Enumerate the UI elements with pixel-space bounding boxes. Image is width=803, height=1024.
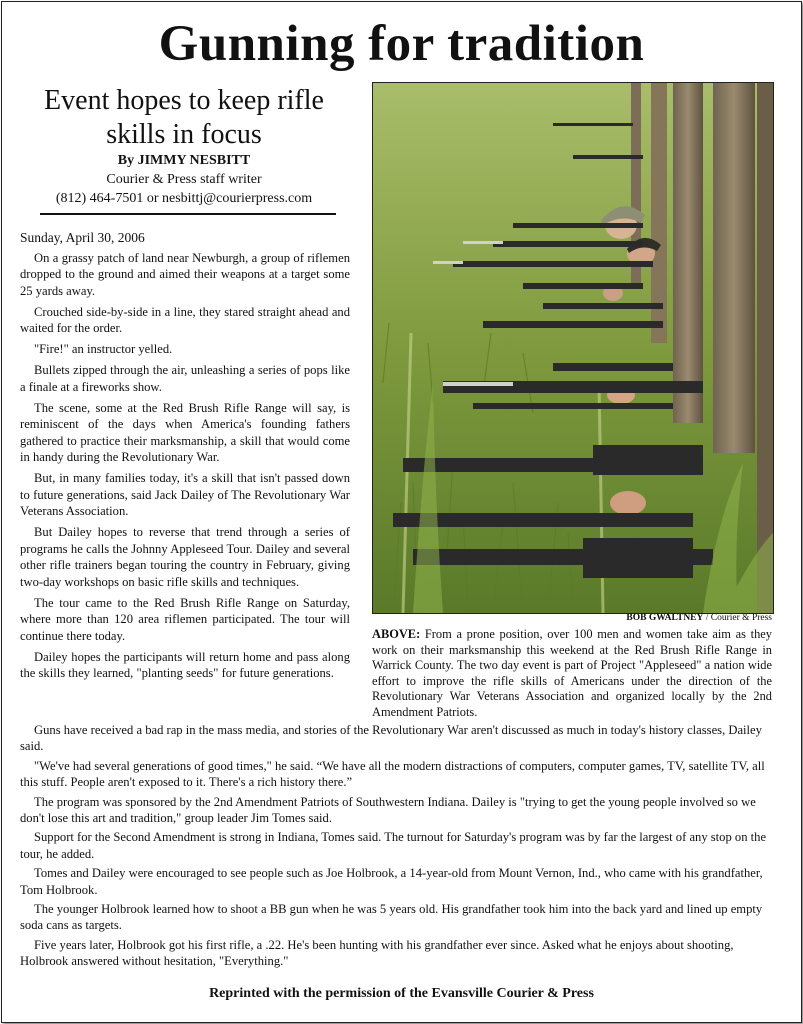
paragraph: Tomes and Dailey were encouraged to see people such as Joe Holbrook, a 14-year-old from Mount Vernon, Ind., who came with his grandfather, Tom Holbrook. [20,866,763,897]
full-width-text [20,722,782,973]
photo-credit-name: BOB GWALTNEY [626,613,704,623]
caption-lead: ABOVE: [372,627,421,641]
photo-caption [372,627,772,720]
paragraph: "Fire!" an instructor yelled. [34,342,173,356]
paragraph: Crouched side-by-side in a line, they stared straight ahead and waited for the order. [20,304,350,335]
byline-role: Courier & Press staff writer [106,172,262,187]
paragraph: The younger Holbrook learned how to shoot a BB gun when he was 5 years old. His grandfather took him into the back yard and lined up empty soda cans as targets. [20,902,763,933]
subhead: Event hopes to keep rifle skills in focus [44,85,324,150]
byline-divider [40,213,336,215]
paragraph: Dailey hopes the participants will return home and pass along the skills they learned, "planting seeds" for future generations. [20,649,350,680]
paragraph: Support for the Second Amendment is strong in Indiana, Tomes said. The turnout for Saturday's program was by far the largest of any stop on the tour, he added. [20,830,767,861]
paragraph: Guns have received a bad rap in the mass media, and stories of the Revolutionary War aren't discussed as much in today's history classes, Dailey said. [20,723,762,754]
paragraph: Five years later, Holbrook got his first rifle, a .22. He's been hunting with his grandfather ever since. Asked what he enjoys about shooting, Holbrook answered without hesitation, "Everything." [20,937,734,969]
paragraph: Bullets zipped through the air, unleashing a series of pops like a finale at a fireworks show. [20,363,350,394]
reprint-notice: Reprinted with the permission of the Evansville Courier & Press [209,986,594,1001]
news-photo [372,82,774,614]
paragraph: The program was sponsored by the 2nd Amendment Patriots of Southwestern Indiana. Dailey is "trying to get the young people involved so we don't lose this art and tradition," group leader Jim Tomes said. [20,794,756,826]
byline-name: By JIMMY NESBITT [117,153,251,168]
riflemen-photo-illustration [373,83,773,613]
paragraph: On a grassy patch of land near Newburgh, a group of riflemen dropped to the ground and aimed their weapons at a target some 25 yards away. [20,250,350,298]
byline-contact: (812) 464-7501 or nesbittj@courierpress.com [55,191,313,206]
paragraph: But Dailey hopes to reverse that trend through a series of programs he calls the Johnny Appleseed Tour. Dailey and several other rifle trainers began touring the country in February, giving two-day workshops on basic rifle skills and techniques. [20,525,350,589]
left-column [20,230,350,686]
photo-credit-outlet: / Courier & Press [703,613,772,623]
paragraph: The scene, some at the Red Brush Rifle Range will say, is reminiscent of the days when America's founding fathers gathered to practice their marksmanship, a skill that would come in handy during the Revolutionary War. [20,400,350,464]
photo-credit [372,613,772,623]
article-date: Sunday, April 30, 2006 [20,230,145,245]
byline [20,151,348,208]
paragraph: But, in many families today, it's a skill that isn't passed down to future generations, said Jack Dailey of The Revolutionary War Veterans Association. [20,471,350,518]
paragraph: The tour came to the Red Brush Rifle Range on Saturday, where more than 120 area riflemen participated. The tour will continue there today. [20,595,350,643]
headline: Gunning for tradition [158,16,645,72]
caption-text: From a prone position, over 100 men and women take aim as they work on their marksmanship this weekend at the Red Brush Rifle Range in Warrick County. The two day event is part of Project "Appleseed" a nation wide effort to improve the rifle skills of Americans under the direction of the Revolutionary War Veterans Association and organized locally by the 2nd Amendment Patriots. [372,627,772,719]
paragraph: "We've had several generations of good times," he said. “We have all the modern distractions of computers, computer games, TV, satellite TV, all this stuff. People aren't exposed to it. There's a rich history there.” [20,758,765,790]
